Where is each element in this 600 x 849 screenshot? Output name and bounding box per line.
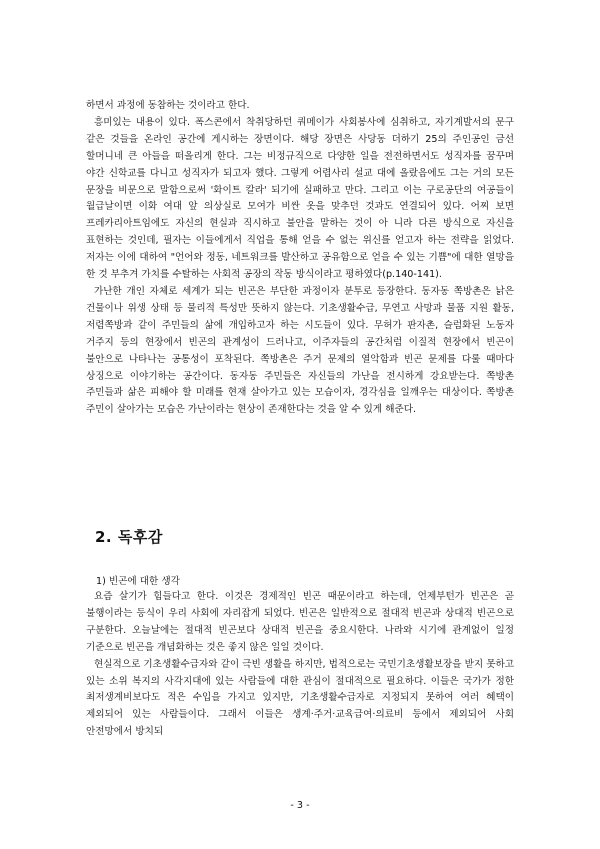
paragraph-foxconn: 흥미있는 내용이 있다. 폭스콘에서 착취당하던 쿼메이가 사회봉사에 심취하고, 자기계발서의 문구 같은 것들을 온라인 공간에 게시하는 장면이다. 해당 장면은 사당동 더하기 25의 주인공인 금선 할머니네 큰 아들을 떠올리게 한다. 그는 비정규직으로 다양한 일을 전전하면서도 성직자를 꿈꾸며 야간 신학교를 다니고 성직자가 되고자 했다. 그렇게 어렵사리 설교 대에 올랐음에도 그는 거의 모든 문장을 비문으로 말함으로써 '화이트 칼라' 되기에 실패하고 만다. 그리고 이는 구로공단의 여공들이 월급날이면 이화 여대 앞 의상실로 모여가 비싼 옷을 맞추던 것과도 연결되어 있다. 어찌 보면 프레카리아트임에도 자신의 현실과 직시하고 불안을 말하는 것이 아 니라 다른 방식으로 자신을 표현하는 것인데, 필자는 이들에게서 직업을 통해 얻을 수 없는 위신를 얻고자 하는 전략을 읽었다. 저자는 이에 대하여 "언어와 정동, 네트워크를 발산하고 공유함으로 얻을 수 있는 기쁨"에 대한 열망을 한 것 부추겨 가치를 수탈하는 사회적 공장의 작동 방식이라고 평하였다(p.140-141). — [86, 116, 514, 281]
paragraph-poverty-process: 가난한 개인 자체로 세계가 되는 빈곤은 부단한 과정이자 분투로 등장한다. 동자동 쪽방촌은 낡은 건물이나 위생 상태 등 물리적 특성만 뜻하지 않는다. 기초생활수급, 무연고 사망과 물품 지원 활동, 저렴쪽방과 같이 주민들의 삶에 개입하고자 하는 시도들이 있다. 무허가 판자촌, 슬럼화된 노동자 거주지 등의 현장에서 빈곤의 관계성이 드러나고, 이주자들의 공간처럼 이질적 현장에서 빈곤이 불안으로 나타나는 공통성이 포착된다. 쪽방촌은 주거 문제의 열악함과 빈곤 문제를 다룰 때마다 상징으로 이야기하는 공간이다. 동자동 주민들은 자신들의 가난을 전시하게 강요받는다. 쪽방촌 주민들과 삶은 피해야 할 미래를 현재 살아가고 있는 모습이자, 경각심을 일깨우는 대상이다. 쪽방촌 주민이 살아가는 모습은 가난이라는 현상이 존재한다는 것을 알 수 있게 해준다. — [86, 285, 514, 416]
sub-heading: 1) 빈곤에 대한 생각 — [96, 576, 180, 587]
paragraph-poverty-thoughts: 요즘 살기가 힘들다고 한다. 이것은 경제적인 빈곤 때문이라고 하는데, 언제부턴가 빈곤은 곧 불행이라는 등식이 우리 사회에 자리잡게 되었다. 빈곤은 일반적으로 절대적 빈곤과 상대적 빈곤으로 구분한다. 오늘날에는 절대적 빈곤보다 상대적 빈곤을 중요시한다. 나라와 시기에 관계없이 일정 기준으로 빈곤을 개념화하는 것은 좋지 않은 일일 것이다. — [86, 591, 514, 653]
page-number: - 3 - — [290, 800, 310, 811]
paragraph-continuation: 하면서 과정에 동참하는 것이라고 한다. — [86, 100, 250, 111]
section-heading: 2. 독후감 — [95, 528, 163, 546]
body-text-block-lower — [86, 589, 514, 741]
paragraph-welfare-gap: 현실적으로 기초생활수급자와 같이 극빈 생활을 하지만, 법적으로는 국민기초생활보장을 받지 못하고 있는 소위 복지의 사각지대에 있는 사람들에 대한 관심이 절대적으로 필요하다. 이들은 국가가 정한 최저생계비보다도 적은 수입을 가지고 있지만, 기초생활수급자로 지정되지 못하여 여러 혜택이 제외되어 있는 사람들이다. 그래서 이들은 생계·주거·교육급여·의료비 등에서 제외되어 사회 안전망에서 방치되 — [86, 658, 514, 738]
body-text-block-upper — [86, 98, 514, 419]
